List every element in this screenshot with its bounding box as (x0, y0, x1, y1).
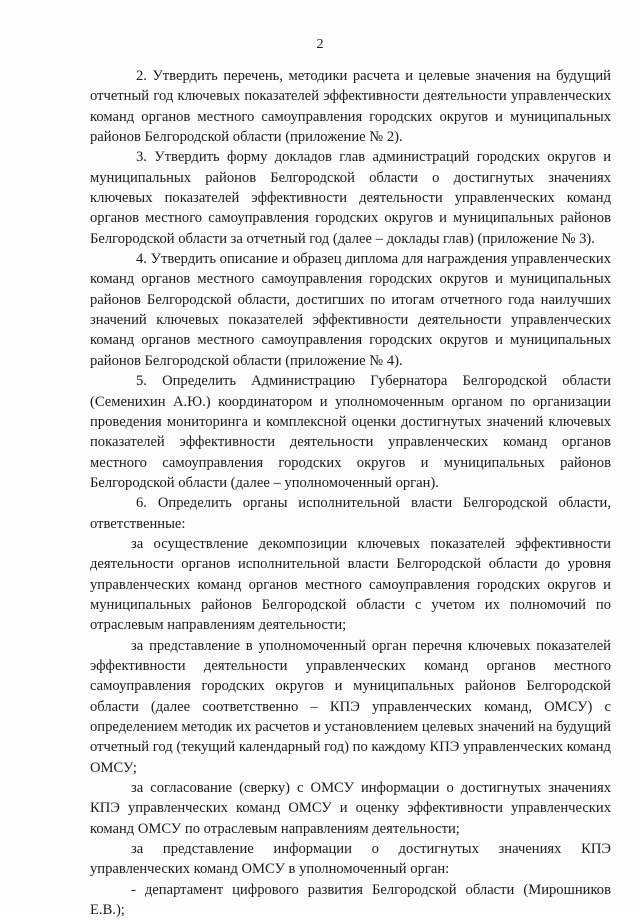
paragraph-item-3: 3. Утвердить форму докладов глав администраций городских округов и муниципальных районов Белгородской области о достигнутых значениях ключевых показателей эффективности деятельности управленческих команд органов местного самоуправления городских округов и муниципальных районов Белгородской области за отчетный год (далее – доклады глав) (приложение № 3). (90, 149, 611, 247)
document-body (90, 66, 611, 920)
paragraph-reconciliation: за согласование (сверку) с ОМСУ информации о достигнутых значениях КПЭ управленческих команд ОМСУ и оценку эффективности управленческих команд ОМСУ по отраслевым направлениям деятельности; (90, 780, 611, 837)
paragraph-reporting: за представление информации о достигнутых значениях КПЭ управленческих команд ОМСУ в уполномоченный орган: (90, 841, 611, 878)
paragraph-item-5: 5. Определить Администрацию Губернатора Белгородской области (Семенихин А.Ю.) координатором и уполномоченным органом по организации проведения мониторинга и комплексной оценки достигнутых значений ключевых показателей эффективности деятельности управленческих команд органов местного самоуправления городских округов и муниципальных районов Белгородской области (далее – уполномоченный орган). (90, 373, 611, 491)
paragraph-kpi-list: за представление в уполномоченный орган перечня ключевых показателей эффективности деятельности управленческих команд органов местного самоуправления городских округов и муниципальных районов Белгородской области (далее соответственно – КПЭ управленческих команд, ОМСУ) с определением методик их расчетов и установлением целевых значений на будущий отчетный год (текущий календарный год) по каждому КПЭ управленческих команд ОМСУ; (90, 637, 611, 776)
paragraph-item-4: 4. Утвердить описание и образец диплома для награждения управленческих команд органов местного самоуправления городских округов и муниципальных районов Белгородской области, достигших по итогам отчетного года наилучших значений ключевых показателей эффективности деятельности управленческих команд органов местного самоуправления городских округов и муниципальных районов Белгородской области (приложение № 4). (90, 251, 611, 369)
paragraph-decomposition: за осуществление декомпозиции ключевых показателей эффективности деятельности органов исполнительной власти Белгородской области до уровня управленческих команд органов местного самоуправления городских округов и муниципальных районов Белгородской области с учетом их полномочий по отраслевым направлениям деятельности; (90, 535, 611, 634)
paragraph-item-6: 6. Определить органы исполнительной власти Белгородской области, ответственные: (90, 495, 611, 532)
paragraph-item-2: 2. Утвердить перечень, методики расчета и целевые значения на будущий отчетный год ключевых показателей эффективности деятельности управленческих команд органов местного самоуправления городских округов и муниципальных районов Белгородской области (приложение № 2). (90, 68, 611, 146)
page-number: 2 (316, 37, 324, 52)
paragraph-department: - департамент цифрового развития Белгородской области (Мирошников Е.В.); (90, 881, 611, 919)
